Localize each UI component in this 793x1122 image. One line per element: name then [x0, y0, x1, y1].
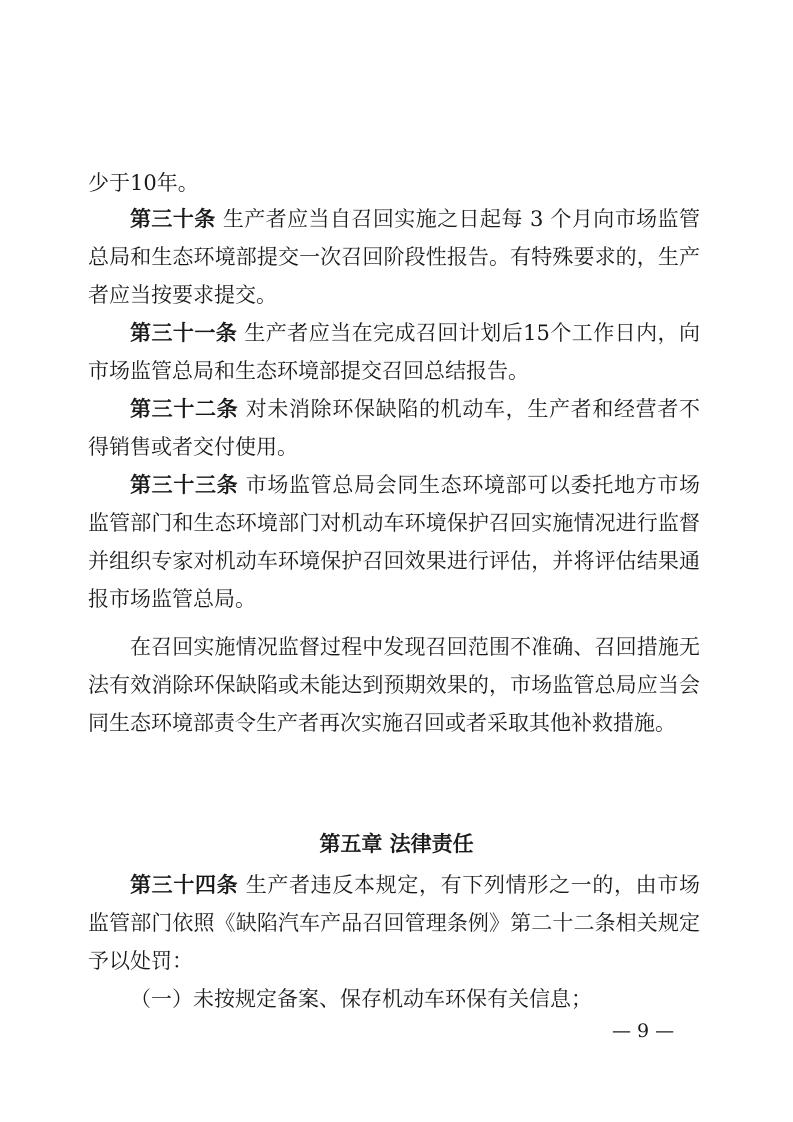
article-number: 第三十四条 [130, 873, 239, 897]
article-32 [88, 390, 700, 466]
article-30 [88, 200, 700, 314]
paragraph-supervision [88, 628, 700, 742]
article-34 [88, 866, 700, 980]
article-31 [88, 314, 700, 390]
paragraph-text: 在召回实施情况监督过程中发现召回范围不准确、召回措施无法有效消除环保缺陷或未能达到预期效果的，市场监管总局应当会同生态环境部责令生产者再次实施召回或者采取其他补救措施。 [88, 635, 700, 735]
article-text: 生产者应当在完成召回计划后15个工作日内，向市场监管总局和生态环境部提交召回总结报告。 [88, 321, 700, 383]
article-text: 市场监管总局会同生态环境部可以委托地方市场监管部门和生态环境部门对机动车环境保护召回实施情况进行监督并组织专家对机动车环境保护召回效果进行评估，并将评估结果通报市场监管总局。 [88, 473, 701, 611]
page-number: — 9 — [612, 1020, 675, 1042]
article-number: 第三十三条 [130, 473, 239, 497]
article-number: 第三十一条 [130, 321, 238, 345]
article-number: 第三十二条 [130, 397, 239, 421]
list-item-text: （一）未按规定备案、保存机动车环保有关信息； [130, 987, 592, 1011]
paragraph-text: 少于10年。 [88, 171, 199, 195]
article-text: 生产者应当自召回实施之日起每 3 个月向市场监管总局和生态环境部提交一次召回阶段性报告。有特殊要求的，生产者应当按要求提交。 [88, 207, 700, 307]
article-text: 对未消除环保缺陷的机动车，生产者和经营者不得销售或者交付使用。 [88, 397, 701, 459]
article-text: 生产者违反本规定，有下列情形之一的，由市场监管部门依照《缺陷汽车产品召回管理条例》第二十二条相关规定予以处罚： [88, 873, 701, 973]
article-33 [88, 466, 700, 618]
paragraph-continuation [88, 164, 700, 202]
list-item [88, 980, 700, 1018]
chapter-heading: 第五章 法律责任 [319, 832, 474, 856]
article-number: 第三十条 [130, 207, 216, 231]
